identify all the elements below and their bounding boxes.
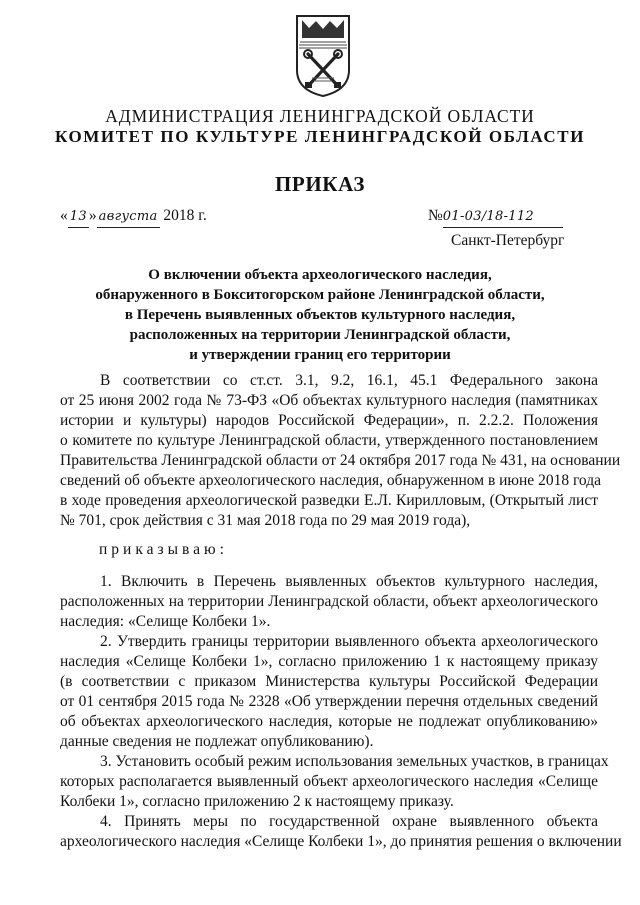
preamble-line: истории и культуры) народов Российской Федерации», п. 2.2.2. Положения (60, 412, 598, 429)
order-item-line: 3. Установить особый режим использования земельных участков, в границах (100, 753, 609, 770)
organization-name: АДМИНИСТРАЦИЯ ЛЕНИНГРАДСКОЙ ОБЛАСТИ (105, 106, 535, 126)
subject-line: и утверждении границ его территории (189, 347, 451, 363)
preamble-line: В соответствии со ст.ст. 3.1, 9.2, 16.1, 45.1 Федерального закона (100, 372, 598, 389)
date-close-quote: » (88, 207, 97, 224)
order-item-line: наследия «Селище Колбеки 1», согласно приложению 1 к настоящему приказу (60, 653, 598, 670)
coat-of-arms-emblem (294, 14, 352, 98)
date-month: августа (97, 207, 160, 228)
document-number (428, 206, 563, 228)
order-item-line: 2. Утвердить границы территории выявленного объекта археологического (100, 633, 598, 650)
number-sign: № (428, 207, 443, 224)
order-item-line: Колбеки 1», согласно приложению 2 к настоящему приказу. (60, 793, 454, 810)
preamble-line: сведений об объекте археологического наследия, обнаруженном в июне 2018 года (60, 472, 601, 489)
order-item-line: расположенных на территории Ленинградской области, объект археологического (60, 593, 598, 610)
preamble-line: в ходе проведения археологической разведки Е.Л. Кирилловым, (Открытый лист (60, 492, 598, 509)
subject-line: обнаруженного в Бокситогорском районе Ленинградской области, (95, 287, 545, 303)
order-word: приказываю: (99, 541, 228, 558)
preamble-line: № 701, срок действия с 31 мая 2018 года по 29 мая 2019 года), (60, 512, 471, 529)
order-item-line: данные сведения не подлежат опубликованию). (60, 733, 374, 750)
document-type-title: ПРИКАЗ (274, 172, 366, 196)
preamble-line: Правительства Ленинградской области от 24 октября 2017 года № 431, на основании (60, 452, 621, 469)
date-year: 2018 г. (163, 207, 207, 224)
date-day: 13 (68, 207, 89, 228)
subject-line: расположенных на территории Ленинградской области, (129, 327, 511, 343)
order-item-line: об объектах археологического наследия, которые не подлежат опубликованию» (60, 713, 598, 730)
order-item-line: 1. Включить в Перечень выявленных объектов культурного наследия, (100, 573, 598, 590)
document-subject (90, 265, 550, 365)
order-item-line: от 01 сентября 2015 года № 2328 «Об утверждении перечня отдельных сведений (60, 693, 598, 710)
committee-name: КОМИТЕТ ПО КУЛЬТУРЕ ЛЕНИНГРАДСКОЙ ОБЛАСТИ (54, 127, 586, 146)
order-item-line: которых располагается выявленный объект археологического наследия «Селище (60, 773, 598, 790)
preamble-line: о комитете по культуре Ленинградской области, утвержденного постановлением (60, 432, 598, 449)
subject-line: в Перечень выявленных объектов культурного наследия, (124, 307, 516, 323)
document-date (60, 206, 207, 228)
number-value: 01-03/18-112 (443, 207, 563, 228)
preamble-line: от 25 июня 2002 года № 73-ФЗ «Об объектах культурного наследия (памятниках (60, 392, 598, 409)
order-item-line: наследия: «Селище Колбеки 1». (60, 613, 271, 630)
city: Санкт-Петербург (451, 232, 565, 249)
subject-line: О включении объекта археологического наследия, (148, 267, 492, 283)
order-item-line: 4. Принять меры по государственной охране выявленного объекта (100, 813, 598, 830)
order-item-line: археологического наследия «Селище Колбеки 1», до принятия решения о включении (60, 833, 622, 850)
order-item-line: (в соответствии с приказом Министерства культуры Российской Федерации (60, 673, 598, 690)
date-open-quote: « (60, 207, 68, 224)
